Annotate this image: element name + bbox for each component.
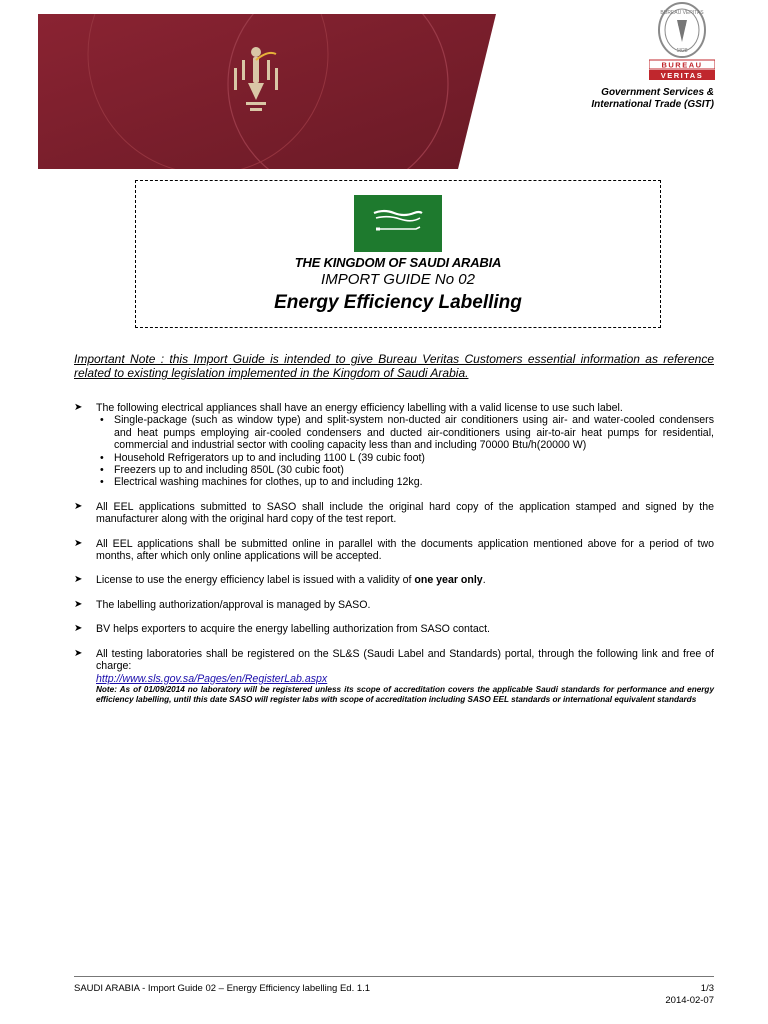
- footer-meta: [665, 983, 714, 1007]
- bullet-validity: [74, 574, 714, 586]
- dot-bullet-icon: •: [100, 414, 104, 427]
- saudi-flag-icon: [354, 195, 442, 252]
- country-title: THE KINGDOM OF SAUDI ARABIA: [294, 255, 502, 270]
- important-note: Important Note : this Import Guide is intended to give Bureau Veritas Customers essential information as reference related to existing legislation implemented in the Kingdom of Saudi Arabia.: [74, 352, 714, 380]
- arrow-bullet-icon: ➤: [74, 574, 83, 586]
- svg-text:BUREAU VERITAS: BUREAU VERITAS: [660, 10, 704, 16]
- bullet-hard-copy: [74, 501, 714, 526]
- footer-divider: [74, 976, 714, 977]
- svg-text:VERITAS: VERITAS: [660, 71, 704, 80]
- bullet-authorization: [74, 599, 714, 611]
- guide-number: IMPORT GUIDE No 02: [321, 271, 475, 288]
- main-content: [74, 402, 714, 717]
- dot-bullet-icon: •: [100, 464, 104, 477]
- bullet-appliances: [74, 402, 714, 489]
- bullet-online: [74, 538, 714, 563]
- bureau-veritas-logo: [649, 2, 715, 80]
- arrow-bullet-icon: ➤: [74, 647, 83, 659]
- dot-bullet-icon: •: [100, 451, 104, 464]
- page-number: 1/3: [700, 983, 714, 994]
- org-line-2: International Trade (GSIT): [591, 99, 714, 110]
- bullet-text: All EEL applications shall be submitted online in parallel with the documents application mentioned above for a period of two months, after which only online applications will be accepted.: [96, 537, 714, 563]
- doc-date: 2014-02-07: [665, 995, 714, 1006]
- saso-emblem-icon: [228, 40, 284, 122]
- list-item-text: Household Refrigerators up to and including 1100 L (39 cubic foot): [114, 451, 425, 464]
- register-lab-link[interactable]: http://www.sls.gov.sa/Pages/en/RegisterLab.aspx: [96, 672, 328, 685]
- list-item-text: Single-package (such as window type) and split-system non-ducted air conditioners using air- and water-cooled condensers and heat pumps employing air-cooled condensers and ducted air-conditioners using air-to-air heat pumps for residential, commercial and industrial sector with cooling capacity less than and including 70000 Btu/h(20000 W): [114, 414, 714, 452]
- list-item: [96, 452, 714, 464]
- bullet-text: The following electrical appliances shall have an energy efficiency labelling with a valid license to use such label.: [96, 402, 623, 414]
- arrow-bullet-icon: ➤: [74, 598, 83, 610]
- list-item-text: Freezers up to and including 850L (30 cubic foot): [114, 464, 344, 477]
- list-item: [96, 414, 714, 451]
- footer-title: SAUDI ARABIA - Import Guide 02 – Energy Efficiency labelling Ed. 1.1: [74, 983, 371, 994]
- appliance-list: [96, 414, 714, 488]
- arrow-bullet-icon: ➤: [74, 500, 83, 512]
- bullet-text: License to use the energy efficiency label is issued with a validity of: [96, 574, 415, 587]
- arrow-bullet-icon: ➤: [74, 623, 83, 635]
- org-line-1: Government Services &: [601, 87, 714, 98]
- bullet-text: BV helps exporters to acquire the energy labelling authorization from SASO contact.: [96, 623, 490, 636]
- lab-note: Note: As of 01/09/2014 no laboratory will be registered unless its scope of accreditation covers the applicable Saudi standards for performance and energy efficiency labelling, until this date SASO will register labs with scope of accreditation including SASO EEL standards or international equivalent standards: [96, 684, 714, 704]
- org-name: [591, 87, 714, 111]
- validity-emphasis: one year only: [414, 574, 483, 587]
- bullet-text: The labelling authorization/approval is managed by SASO.: [96, 598, 371, 611]
- bullet-labs: [74, 648, 714, 705]
- svg-text:BUREAU: BUREAU: [661, 60, 703, 70]
- dot-bullet-icon: •: [100, 476, 104, 489]
- bullet-bv-help: [74, 623, 714, 635]
- bullet-text: All EEL applications submitted to SASO shall include the original hard copy of the application stamped and signed by the manufacturer along with the original hard copy of the test report.: [96, 500, 714, 526]
- title-box: [135, 180, 661, 328]
- list-item: [96, 464, 714, 476]
- list-item-text: Electrical washing machines for clothes, up to and including 12kg.: [114, 476, 423, 489]
- guide-subject: Energy Efficiency Labelling: [274, 292, 522, 313]
- arrow-bullet-icon: ➤: [74, 537, 83, 549]
- list-item: [96, 476, 714, 488]
- bullet-text-end: .: [482, 574, 486, 587]
- arrow-bullet-icon: ➤: [74, 402, 83, 413]
- svg-text:1828: 1828: [676, 48, 688, 54]
- bullet-text: All testing laboratories shall be registered on the SL&S (Saudi Label and Standards) portal, through the following link and free of charge:: [96, 647, 714, 673]
